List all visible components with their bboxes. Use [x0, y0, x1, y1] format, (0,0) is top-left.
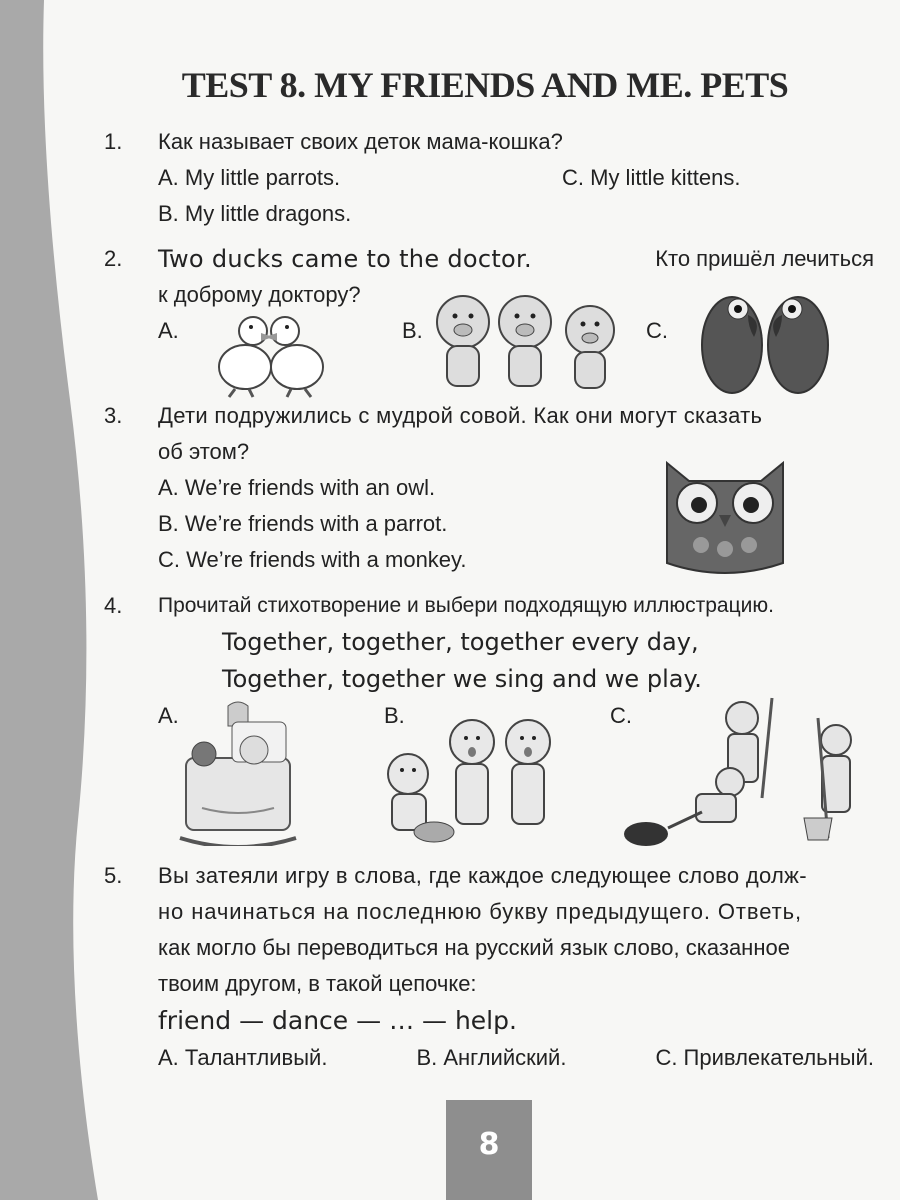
option-a: A. Талантливый. — [158, 1045, 328, 1070]
question-text: Дети подружились с мудрой совой. Как они могут сказать — [158, 403, 763, 428]
question-text-russian-2: к доброму доктору? — [158, 282, 361, 307]
question-number: 3. — [104, 403, 123, 428]
question-number: 2. — [104, 246, 123, 271]
question-number: 1. — [104, 129, 123, 154]
question-number: 4. — [104, 593, 123, 618]
singing-children-illustration — [368, 708, 568, 846]
question-text: Прочитай стихотворение и выбери подходящую иллюстрацию. — [158, 594, 774, 617]
option-a: A. My little parrots. — [158, 165, 341, 190]
question-text-line-1: Вы затеяли игру в слова, где каждое следующее слово долж- — [158, 863, 807, 888]
page-number: 8 — [446, 1100, 532, 1200]
pigs-illustration — [425, 290, 630, 400]
question-text-line-4: твоим другом, в такой цепочке: — [158, 971, 477, 996]
option-a: A. We’re friends with an owl. — [158, 475, 436, 500]
option-b: B. — [402, 318, 423, 343]
question-5 — [104, 858, 874, 1076]
parrots-illustration — [690, 275, 840, 400]
question-text-line-2: но начинаться на последнюю букву предыдущего. Ответь, — [158, 899, 802, 924]
word-chain: friend — dance — … — help. — [158, 1006, 517, 1035]
question-text: Как называет своих деток мама-кошка? — [158, 129, 563, 154]
option-c: C. We’re friends with a monkey. — [158, 547, 467, 572]
question-text-russian: Кто пришёл лечиться — [655, 246, 874, 271]
option-a: A. — [158, 703, 179, 728]
option-c: C. — [610, 703, 632, 728]
poem-line-2: Together, together we sing and we play. — [222, 665, 702, 693]
cradle-illustration — [172, 698, 304, 846]
option-c: C. — [646, 318, 668, 343]
page-title: TEST 8. MY FRIENDS AND ME. PETS — [181, 65, 789, 105]
question-text-2: об этом? — [158, 439, 250, 464]
question-number: 5. — [104, 863, 123, 888]
option-b: B. Английский. — [416, 1045, 567, 1070]
cleaning-children-illustration — [622, 688, 864, 856]
option-c: C. Привлекательный. — [655, 1045, 874, 1070]
option-a: A. — [158, 318, 179, 343]
option-b: B. — [384, 703, 405, 728]
owl-illustration — [655, 455, 795, 585]
poem-line-1: Together, together, together every day, — [222, 628, 699, 656]
option-b: B. My little dragons. — [158, 201, 352, 226]
ducks-illustration — [205, 305, 335, 400]
question-text-english: Two ducks came to the doctor. — [158, 245, 532, 273]
option-c: C. My little kittens. — [562, 165, 741, 190]
question-text-line-3: как могло бы переводиться на русский язык слово, сказанное — [158, 935, 790, 960]
question-1 — [104, 124, 874, 232]
option-b: B. We’re friends with a parrot. — [158, 511, 448, 536]
